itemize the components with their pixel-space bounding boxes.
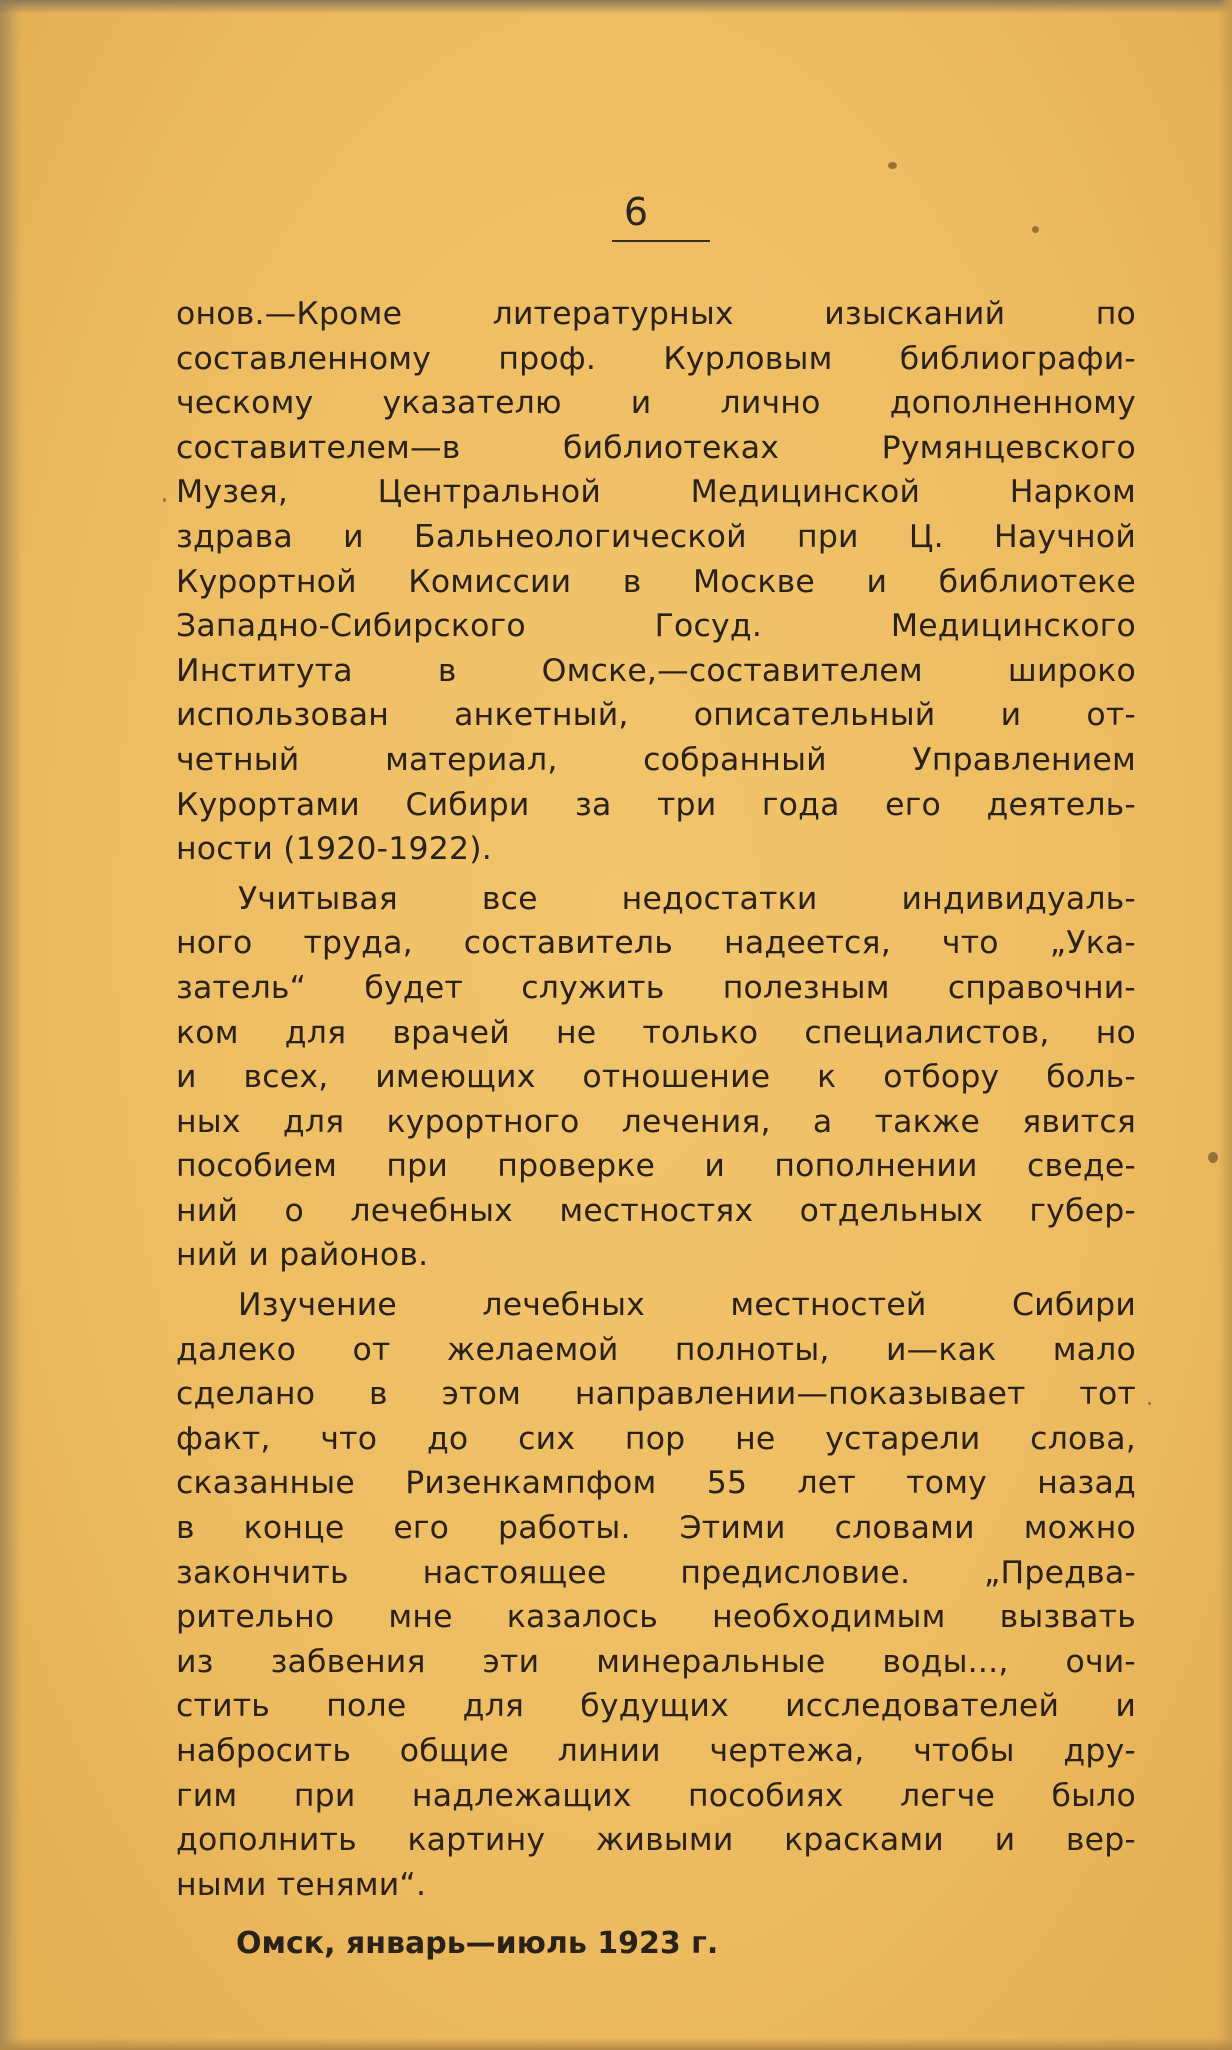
page-number-rule <box>612 240 710 242</box>
paper-speck <box>888 162 897 169</box>
text-line: онов.—Кроме литературных изысканий по <box>176 296 1136 332</box>
text-line: четный материал, собранный Управлением <box>176 741 1136 778</box>
page-number: 6 <box>623 190 649 234</box>
text-line: ний и районов. <box>176 1237 429 1274</box>
text-line: рительно мне казалось необходимым вызвать <box>176 1599 1136 1636</box>
text-line: Западно-Сибирского Госуд. Медицинского <box>176 608 1136 645</box>
text-line: ний о лечебных местностях отдельных губер- <box>176 1192 1136 1229</box>
text-line: сказанные Ризенкампфом 55 лет тому назад <box>176 1465 1136 1502</box>
text-line: Курортной Комиссии в Москве и библиотеке <box>176 563 1136 600</box>
text-line: Музея, Центральной Медицинской Нарком <box>176 474 1136 511</box>
text-line: далеко от желаемой полноты, и—как мало <box>176 1331 1136 1368</box>
text-line: ности (1920-1922). <box>176 831 492 868</box>
body-text <box>176 292 1136 1907</box>
page-edge-bottom <box>0 2038 1232 2050</box>
text-line: и всех, имеющих отношение к отбору боль- <box>176 1059 1136 1096</box>
text-line: ного труда, составитель надеется, что „Ука- <box>176 925 1136 962</box>
text-line: пособием при проверке и пополнении сведе- <box>176 1148 1136 1185</box>
text-line: ческому указателю и лично дополненному <box>176 385 1136 422</box>
paper-speck <box>1032 226 1039 233</box>
place-date-signature: Омск, январь—июль 1923 г. <box>236 1926 719 1961</box>
text-line: Учитывая все недостатки индивидуаль- <box>238 880 1136 917</box>
paper-speck <box>1208 1152 1218 1163</box>
text-line: закончить настоящее предисловие. „Предва- <box>176 1554 1136 1591</box>
text-line: ными тенями“. <box>176 1866 427 1903</box>
text-line: гим при надлежащих пособиях легче было <box>176 1777 1136 1814</box>
text-line: факт, что до сих пор не устарели слова, <box>176 1420 1136 1457</box>
paper-speck <box>1148 1402 1151 1405</box>
text-line: набросить общие линии чертежа, чтобы дру- <box>176 1733 1136 1769</box>
text-line: Изучение лечебных местностей Сибири <box>238 1287 1136 1324</box>
paper-speck <box>163 498 166 502</box>
page-edge-top <box>0 0 1232 14</box>
page-edge-left <box>0 0 22 2050</box>
text-line: сделано в этом направлении—показывает тот <box>176 1376 1136 1413</box>
text-line: использован анкетный, описательный и от- <box>176 697 1136 734</box>
text-line: ком для врачей не только специалистов, но <box>176 1014 1136 1051</box>
page-edge-right <box>1218 0 1232 2050</box>
text-line: составителем—в библиотеках Румянцевского <box>176 429 1136 466</box>
text-line: здрава и Бальнеологической при Ц. Научной <box>176 518 1136 555</box>
text-line: дополнить картину живыми красками и вер- <box>176 1822 1136 1859</box>
text-line: из забвения эти минеральные воды..., очи- <box>176 1643 1136 1680</box>
text-line: составленному проф. Курловым библиографи- <box>176 340 1136 377</box>
text-line: Курортами Сибири за три года его деятель- <box>176 786 1136 823</box>
text-line: ных для курортного лечения, а также явится <box>176 1103 1136 1140</box>
text-line: в конце его работы. Этими словами можно <box>176 1510 1136 1547</box>
text-line: Института в Омске,—составителем широко <box>176 652 1136 689</box>
text-line: затель“ будет служить полезным справочни- <box>176 969 1136 1006</box>
text-line: стить поле для будущих исследователей и <box>176 1688 1136 1725</box>
